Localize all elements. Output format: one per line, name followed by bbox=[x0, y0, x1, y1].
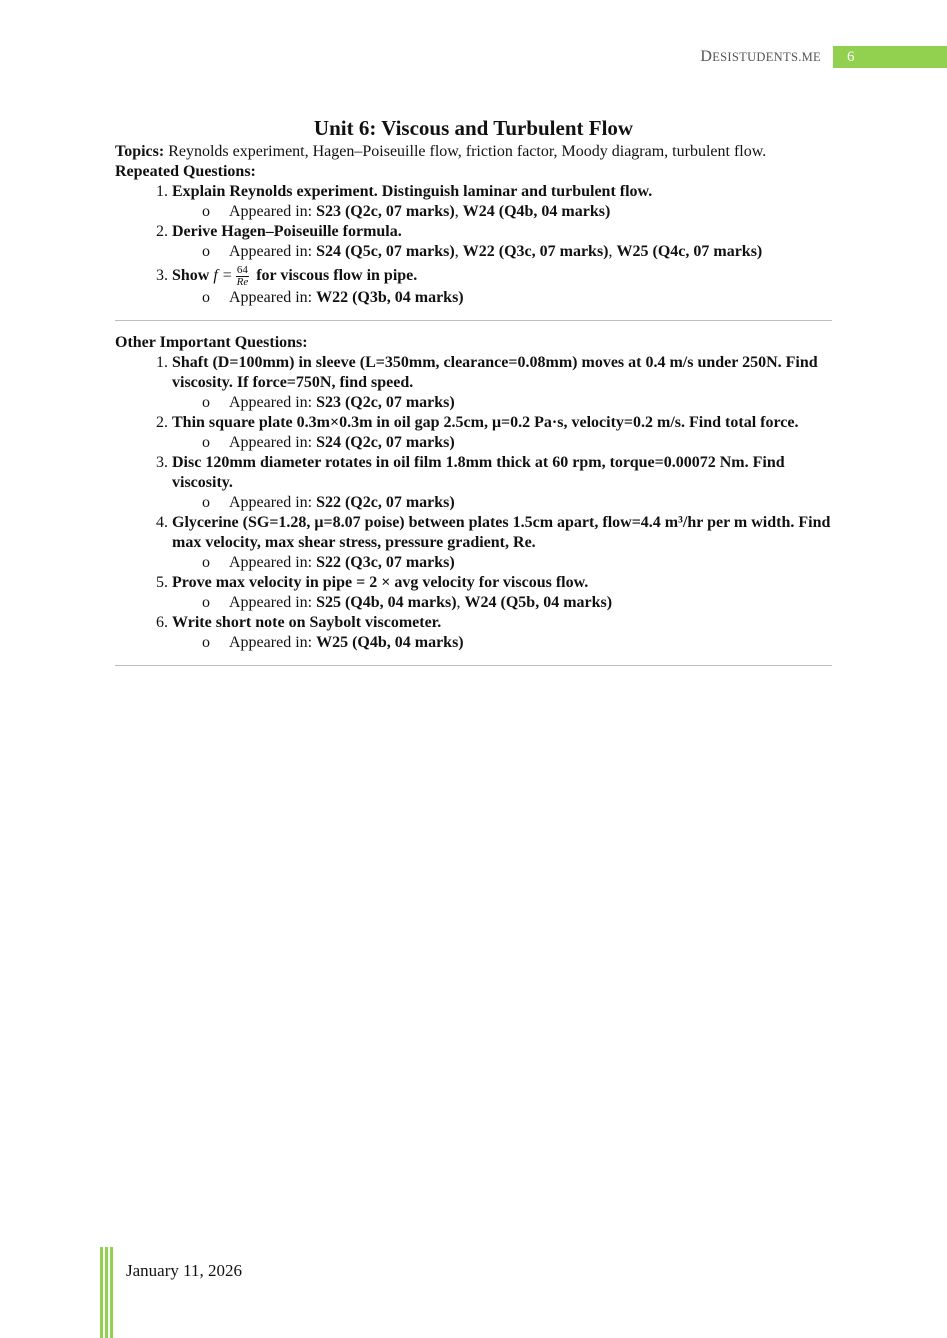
topics-label: Topics: bbox=[115, 143, 165, 160]
repeated-heading: Repeated Questions: bbox=[115, 163, 256, 180]
question-text: Shaft (D=100mm) in sleeve (L=350mm, clearance=0.08mm) moves at 0.4 m/s under 250N. Find viscosity. If force=750N, find speed. bbox=[172, 354, 818, 391]
list-item bbox=[172, 265, 832, 308]
appearance-line: o Appeared in: W22 (Q3b, 04 marks) bbox=[229, 288, 832, 308]
footer-accent-bars bbox=[100, 1247, 116, 1338]
appearance-line: o Appeared in: S23 (Q2c, 07 marks), W24 (Q4b, 04 marks) bbox=[229, 202, 832, 222]
list-item bbox=[172, 573, 832, 613]
divider bbox=[115, 320, 832, 321]
appearance-line: o Appeared in: S22 (Q3c, 07 marks) bbox=[229, 553, 832, 573]
topics-text: Reynolds experiment, Hagen–Poiseuille flow, friction factor, Moody diagram, turbulent flow. bbox=[164, 143, 767, 160]
question-text: Thin square plate 0.3m×0.3m in oil gap 2.5cm, μ=0.2 Pa·s, velocity=0.2 m/s. Find total force. bbox=[172, 414, 799, 431]
unit-title: Unit 6: Viscous and Turbulent Flow bbox=[313, 116, 634, 140]
question-text: Show f = $\frac{64}{Re}$ for viscous flow in pipe. bbox=[172, 264, 418, 288]
question-text: Derive Hagen–Poiseuille formula. bbox=[172, 223, 402, 240]
question-text: Glycerine (SG=1.28, μ=8.07 poise) between plates 1.5cm apart, flow=4.4 m³/hr per m width. Find max velocity, max shear stress, pressure gradient, Re. bbox=[172, 514, 831, 551]
appearance-line: o Appeared in: S23 (Q2c, 07 marks) bbox=[229, 393, 832, 413]
appearance-line: o Appeared in: S22 (Q2c, 07 marks) bbox=[229, 493, 832, 513]
list-item bbox=[172, 413, 832, 453]
accent-bar bbox=[110, 1247, 113, 1338]
appearance-line: o Appeared in: S25 (Q4b, 04 marks), W24 (Q5b, 04 marks) bbox=[229, 593, 832, 613]
list-item bbox=[172, 613, 832, 653]
topics-line bbox=[115, 142, 832, 162]
list-item bbox=[172, 182, 832, 222]
list-item bbox=[172, 453, 832, 513]
unit-section bbox=[115, 116, 832, 678]
question-text: Explain Reynolds experiment. Distinguish laminar and turbulent flow. bbox=[172, 183, 653, 200]
question-text: Disc 120mm diameter rotates in oil film 1.8mm thick at 60 rpm, torque=0.00072 Nm. Find viscosity. bbox=[172, 454, 785, 491]
appearance-line: o Appeared in: W25 (Q4b, 04 marks) bbox=[229, 633, 832, 653]
accent-bar bbox=[100, 1247, 103, 1338]
site-name: DESISTUDENTS.ME bbox=[700, 48, 821, 65]
question-text: Prove max velocity in pipe = 2 × avg velocity for viscous flow. bbox=[172, 574, 589, 591]
list-item bbox=[172, 513, 832, 573]
divider bbox=[115, 665, 832, 666]
accent-bar bbox=[105, 1247, 108, 1338]
page-number: 6 bbox=[833, 46, 947, 68]
formula-lhs: f = bbox=[213, 267, 233, 285]
list-item bbox=[172, 222, 832, 262]
other-questions-list bbox=[115, 353, 832, 653]
footer-date: January 11, 2026 bbox=[126, 1261, 242, 1280]
appearance-line: o Appeared in: S24 (Q2c, 07 marks) bbox=[229, 433, 832, 453]
formula-fraction: $\frac{64}{Re}$ bbox=[236, 264, 249, 288]
repeated-questions-list bbox=[115, 182, 832, 308]
question-text: Write short note on Saybolt viscometer. bbox=[172, 614, 442, 631]
appearance-line: o Appeared in: S24 (Q5c, 07 marks), W22 (Q3c, 07 marks), W25 (Q4c, 07 marks) bbox=[229, 242, 832, 262]
other-heading: Other Important Questions: bbox=[115, 334, 308, 351]
list-item bbox=[172, 353, 832, 413]
